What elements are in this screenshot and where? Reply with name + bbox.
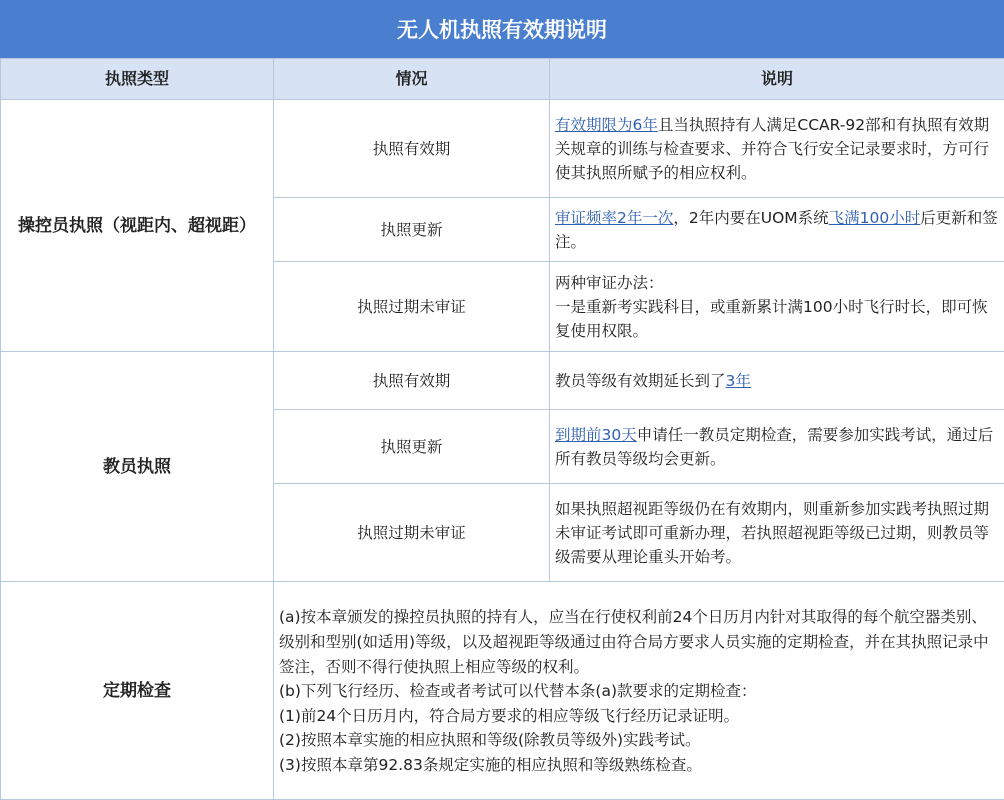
- header-license-type: 执照类型: [1, 59, 274, 100]
- highlight-link[interactable]: 审证频率2年一次: [555, 208, 674, 227]
- description-cell: [550, 262, 1004, 352]
- description-text: 教员等级有效期延长到了: [555, 371, 726, 390]
- license-type-periodic: 定期检查: [1, 582, 274, 800]
- description-text: 后更新和签注。: [555, 208, 998, 251]
- license-type-operator: 操控员执照（视距内、超视距）: [1, 100, 274, 352]
- situation-cell: 执照过期未审证: [274, 262, 550, 352]
- description-line: 一是重新考实践科目，或重新累计满100小时飞行时长，即可恢复使用权限。: [555, 297, 988, 340]
- periodic-line: (a)按本章颁发的操控员执照的持有人，应当在行使权利前24个日历月内针对其取得的每个航空器类别、级别和型别(如适用)等级，以及超视距等级通过由符合局方要求人员实施的定期检查，并在其执照记录中签注，否则不得行使执照上相应等级的权利。: [279, 608, 989, 676]
- periodic-line: (1)前24个日历月内，符合局方要求的相应等级飞行经历记录证明。: [279, 706, 740, 725]
- situation-cell: 执照更新: [274, 198, 550, 262]
- periodic-description: [274, 582, 1004, 800]
- situation-cell: 执照更新: [274, 410, 550, 484]
- description-text: ，2年内要在UOM系统: [673, 208, 829, 227]
- situation-cell: 执照过期未审证: [274, 484, 550, 582]
- situation-cell: 执照有效期: [274, 100, 550, 198]
- table-row: [1, 582, 1004, 800]
- description-cell: [550, 198, 1004, 262]
- description-cell: [550, 410, 1004, 484]
- table-row: [1, 352, 1004, 410]
- periodic-line: (2)按照本章实施的相应执照和等级(除教员等级外)实践考试。: [279, 731, 701, 750]
- table-row: [1, 100, 1004, 198]
- description-cell: [550, 100, 1004, 198]
- description-cell: [550, 352, 1004, 410]
- highlight-link[interactable]: 3年: [725, 371, 751, 390]
- highlight-link[interactable]: 有效期限为6年: [555, 115, 658, 134]
- situation-cell: 执照有效期: [274, 352, 550, 410]
- description-text: 且当执照持有人满足CCAR-92部和有执照有效期关规章的训练与检查要求、并符合飞行安全记录要求时，方可行使其执照所赋予的相应权利。: [555, 115, 990, 182]
- description-line: 两种审证办法：: [555, 273, 664, 292]
- description-cell: 如果执照超视距等级仍在有效期内，则重新参加实践考执照过期未审证考试即可重新办理，若执照超视距等级已过期，则教员等级需要从理论重头开始考。: [550, 484, 1004, 582]
- sheet-title: 无人机执照有效期说明: [0, 0, 1004, 58]
- header-row: [1, 59, 1004, 100]
- license-type-instructor: 教员执照: [1, 352, 274, 582]
- highlight-link[interactable]: 到期前30天: [555, 425, 637, 444]
- periodic-line: (b)下列飞行经历、检查或者考试可以代替本条(a)款要求的定期检查：: [279, 682, 757, 701]
- description-text: 申请任一教员定期检查，需要参加实践考试，通过后所有教员等级均会更新。: [555, 425, 994, 468]
- header-situation: 情况: [274, 59, 550, 100]
- header-description: 说明: [550, 59, 1004, 100]
- validity-table: [0, 58, 1004, 800]
- periodic-line: (3)按照本章第92.83条规定实施的相应执照和等级熟练检查。: [279, 755, 702, 774]
- highlight-link[interactable]: 飞满100小时: [828, 208, 921, 227]
